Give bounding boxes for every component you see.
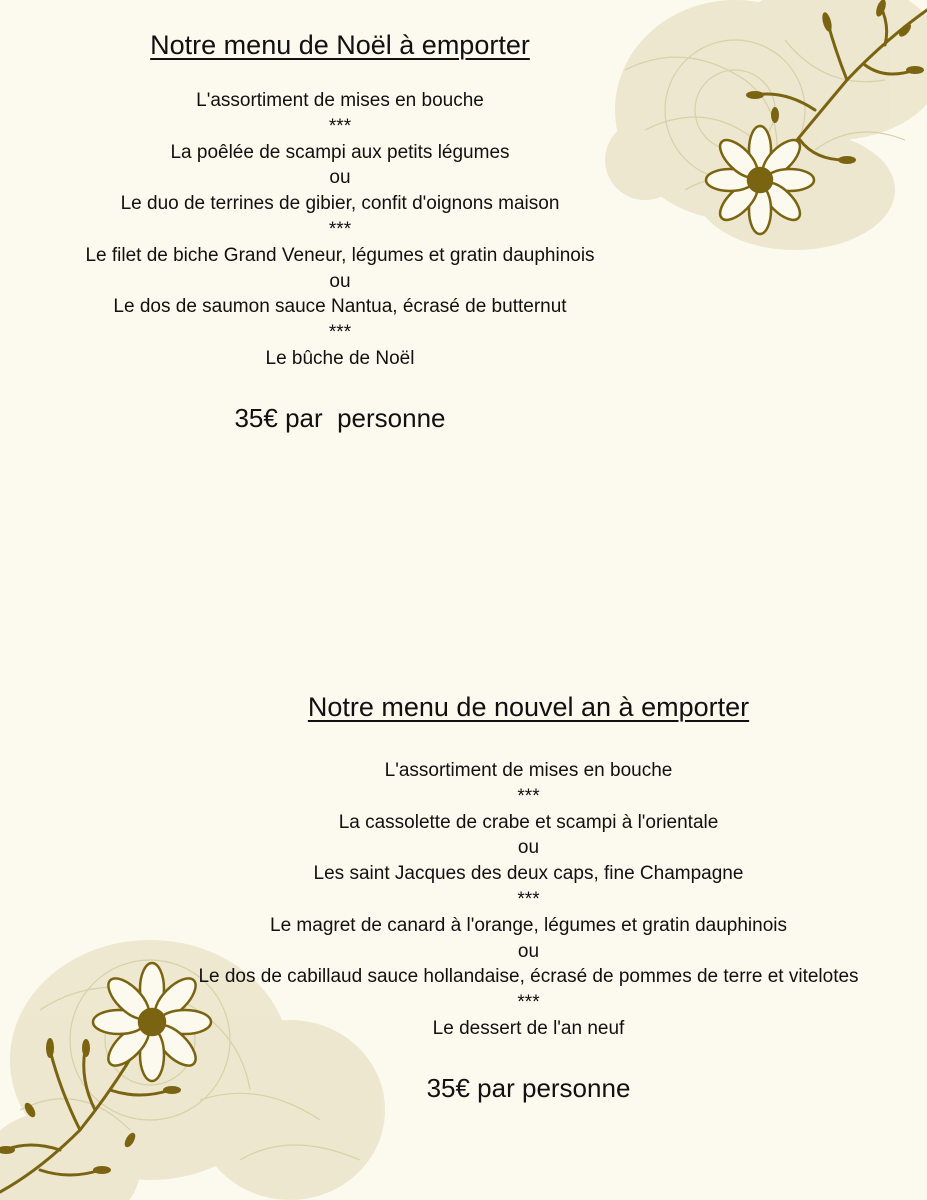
menu-or: ou: [517, 837, 540, 859]
menu-separator: ***: [328, 322, 352, 344]
new-year-menu-title: Notre menu de nouvel an à emporter: [307, 692, 750, 722]
menu-or: ou: [329, 167, 351, 189]
menu-line: La poêlée de scampi aux petits légumes: [170, 141, 510, 163]
menu-line: Le duo de terrines de gibier, confit d'oignons maison: [120, 193, 560, 215]
new-year-menu-price: 35€ par personne: [426, 1072, 631, 1103]
menu-line: Les saint Jacques des deux caps, fine Champagne: [313, 863, 744, 885]
menu-line: Le dessert de l'an neuf: [432, 1017, 625, 1039]
menu-line: Le dos de saumon sauce Nantua, écrasé de butternut: [113, 296, 567, 318]
menu-or: ou: [329, 270, 351, 292]
menu-separator: ***: [517, 992, 540, 1014]
christmas-menu-list: [40, 88, 640, 372]
menu-line: Le dos de cabillaud sauce hollandaise, écrasé de pommes de terre et vitelotes: [198, 966, 859, 988]
menu-line: L'assortiment de mises en bouche: [384, 760, 673, 781]
menu-separator: ***: [517, 785, 540, 807]
menu-or: ou: [517, 940, 540, 962]
new-year-menu: [150, 690, 907, 1104]
new-year-menu-list: [150, 758, 907, 1042]
menu-line: Le magret de canard à l'orange, légumes et gratin dauphinois: [270, 914, 787, 936]
menu-line: L'assortiment de mises en bouche: [196, 90, 484, 111]
menu-line: La cassolette de crabe et scampi à l'orientale: [338, 811, 719, 833]
menu-separator: ***: [328, 115, 352, 137]
christmas-menu-title: Notre menu de Noël à emporter: [150, 30, 530, 60]
menu-separator: ***: [517, 888, 540, 910]
menu-separator: ***: [328, 218, 352, 240]
christmas-menu: [40, 28, 640, 434]
christmas-menu-price: 35€ par personne: [234, 402, 446, 433]
menu-line: Le filet de biche Grand Veneur, légumes et gratin dauphinois: [85, 244, 595, 266]
menu-line: Le bûche de Noël: [265, 347, 415, 369]
